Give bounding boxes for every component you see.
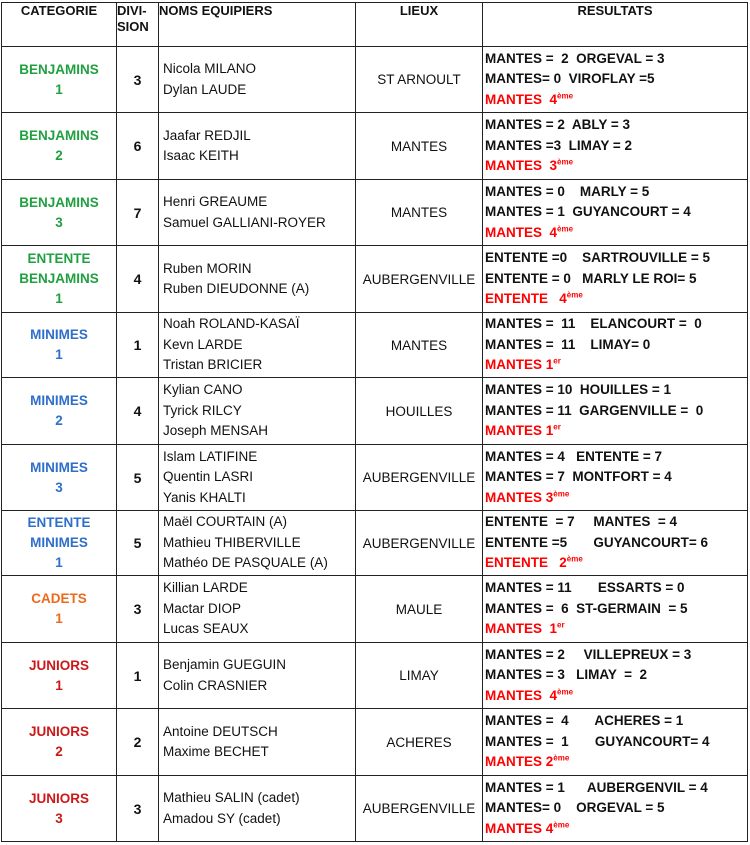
category-line: 1 [55,555,63,570]
placement-text: MANTES 3 [485,158,558,174]
match-score: MANTES= 0 VIROFLAY =5 [485,71,655,87]
category-line: 2 [55,148,63,163]
location-cell: AUBERGENVILLE [356,776,483,842]
match-score: MANTES= 0 ORGEVAL = 5 [485,800,665,816]
category-line: JUNIORS [28,657,89,673]
division-cell: 5 [117,445,159,511]
table-row [2,180,748,246]
team-member-name: Maxime BECHET [163,744,269,759]
team-member-name: Kevn LARDE [163,336,243,352]
table-row [2,511,748,576]
category-line: BENJAMINS [19,61,99,77]
header-noms: NOMS EQUIPIERS [159,3,356,47]
header-lieux: LIEUX [356,3,483,47]
results-cell [483,47,748,113]
category-cell [2,47,117,113]
category-cell [2,709,117,776]
placement-text: ENTENTE 4 [485,291,567,307]
category-cell [2,246,117,313]
match-score: MANTES = 2 ABLY = 3 [485,117,631,133]
names-cell [159,776,356,842]
team-member-name: Antoine DEUTSCH [163,723,278,739]
division-cell: 3 [117,776,159,842]
team-member-name: Mathieu SALIN (cadet) [163,790,300,805]
results-cell [483,313,748,378]
category-line: 1 [55,81,63,97]
team-member-name: Islam LATIFINE [163,448,258,464]
placement-text: MANTES 4 [485,687,558,703]
category-line: MINIMES [30,393,88,408]
final-placement [485,619,747,640]
team-member-name: Yanis KHALTI [163,489,246,505]
location-cell: AUBERGENVILLE [356,511,483,576]
location-cell: ACHERES [356,709,483,776]
category-cell [2,643,117,709]
team-member-name: Ruben MORIN [163,260,252,276]
placement-text: MANTES 4 [485,224,558,240]
category-line: 1 [55,291,63,306]
team-member-name: Jaafar REDJIL [163,127,251,143]
match-score: ENTENTE =5 GUYANCOURT= 6 [485,534,709,550]
results-cell [483,445,748,511]
match-score: ENTENTE = 7 MANTES = 4 [485,514,678,530]
match-score: MANTES = 4 ENTENTE = 7 [485,448,663,464]
match-score: MANTES = 11 LIMAY= 0 [485,336,651,352]
names-cell [159,511,356,576]
names-cell [159,709,356,776]
category-line: CADETS [31,591,87,606]
placement-suffix: ème [557,687,574,697]
team-member-name: Dylan LAUDE [163,81,247,97]
team-member-name: Mathéo DE PASQUALE (A) [163,555,328,571]
placement-suffix: er [553,356,561,366]
placement-text: MANTES 1 [485,357,554,373]
final-placement [485,289,747,310]
names-cell [159,47,356,113]
match-score: MANTES = 4 ACHERES = 1 [485,713,684,729]
results-cell [483,180,748,246]
table-row [2,246,748,313]
location-cell: AUBERGENVILLE [356,445,483,511]
team-member-name: Tyrick RILCY [163,402,242,418]
placement-suffix: ème [566,290,583,300]
placement-text: MANTES 4 [485,91,558,107]
placement-text: MANTES 3 [485,489,554,505]
location-cell: AUBERGENVILLE [356,246,483,313]
results-cell [483,776,748,842]
final-placement [485,421,747,442]
division-cell: 5 [117,511,159,576]
division-cell: 3 [117,576,159,643]
team-member-name: Mactar DIOP [163,600,242,616]
table-row [2,445,748,511]
team-member-name: Nicola MILANO [163,61,257,76]
division-cell: 1 [117,643,159,709]
header-categorie: CATEGORIE [2,3,117,47]
placement-suffix: ème [553,753,570,763]
location-cell: MANTES [356,313,483,378]
division-cell: 7 [117,180,159,246]
category-line: 1 [55,347,63,362]
results-cell [483,511,748,576]
final-placement [485,355,747,376]
final-placement [485,686,747,707]
results-table [1,2,748,842]
match-score: MANTES = 7 MONTFORT = 4 [485,469,672,485]
team-member-name: Samuel GALLIANI-ROYER [163,214,326,230]
table-row [2,113,748,180]
names-cell [159,643,356,709]
names-cell [159,576,356,643]
team-member-name: Isaac KEITH [163,148,239,163]
final-placement [485,156,747,177]
placement-text: MANTES 4 [485,820,554,836]
match-score: MANTES = 2 ORGEVAL = 3 [485,50,665,66]
category-line: BENJAMINS [19,128,99,143]
header-resultats: RESULTATS [483,3,748,47]
table-row [2,709,748,776]
placement-text: MANTES 2 [485,754,554,770]
table-row [2,378,748,445]
results-cell [483,709,748,776]
team-member-name: Ruben DIEUDONNE (A) [163,281,310,296]
final-placement [485,553,747,574]
placement-suffix: ème [566,554,583,564]
category-line: 3 [55,810,63,826]
category-line: BENJAMINS [19,271,99,286]
match-score: MANTES = 3 LIMAY = 2 [485,667,648,683]
match-score: MANTES = 1 GUYANCOURT= 4 [485,733,710,749]
placement-suffix: er [557,620,565,630]
category-line: 2 [55,413,63,428]
category-line: 2 [55,744,63,759]
team-member-name: Kylian CANO [163,382,243,398]
names-cell [159,113,356,180]
team-member-name: Mathieu THIBERVILLE [163,534,301,550]
category-cell [2,576,117,643]
match-score: MANTES = 6 ST-GERMAIN = 5 [485,600,688,616]
division-cell: 6 [117,113,159,180]
division-cell: 4 [117,378,159,445]
category-line: ENTENTE [27,515,91,530]
team-member-name: Joseph MENSAH [163,423,269,439]
category-cell [2,378,117,445]
category-line: 3 [55,214,63,230]
results-cell [483,113,748,180]
names-cell [159,378,356,445]
placement-text: MANTES 1 [485,423,554,439]
team-member-name: Tristan BRICIER [163,357,263,373]
category-cell [2,776,117,842]
results-cell [483,576,748,643]
location-cell: HOUILLES [356,378,483,445]
final-placement [485,819,747,840]
location-cell: ST ARNOULT [356,47,483,113]
category-cell [2,445,117,511]
match-score: MANTES = 11 GARGENVILLE = 0 [485,402,704,418]
placement-suffix: ème [553,820,570,830]
match-score: MANTES = 11 ESSARTS = 0 [485,580,685,596]
header-division-text: DIVI-SION [117,3,149,34]
category-cell [2,180,117,246]
team-member-name: Quentin LASRI [163,469,254,485]
placement-suffix: er [553,422,561,432]
category-line: BENJAMINS [19,194,99,210]
team-member-name: Benjamin GUEGUIN [163,657,287,672]
division-cell: 2 [117,709,159,776]
team-member-name: Lucas SEAUX [163,621,249,637]
final-placement [485,223,747,244]
header-division [117,3,159,47]
names-cell [159,180,356,246]
match-score: MANTES = 1 GUYANCOURT = 4 [485,204,691,220]
table-row [2,643,748,709]
table-row [2,47,748,113]
team-member-name: Killian LARDE [163,580,248,596]
names-cell [159,246,356,313]
table-row [2,313,748,378]
header-row [2,3,748,47]
category-cell [2,113,117,180]
category-line: MINIMES [30,459,88,475]
division-cell: 4 [117,246,159,313]
category-line: MINIMES [30,535,88,550]
match-score: MANTES = 11 ELANCOURT = 0 [485,316,702,332]
location-cell: MANTES [356,180,483,246]
match-score: MANTES = 0 MARLY = 5 [485,183,650,199]
final-placement [485,752,747,773]
category-cell [2,511,117,576]
placement-suffix: ème [553,489,570,499]
match-score: MANTES = 2 VILLEPREUX = 3 [485,646,692,662]
placement-suffix: ème [557,157,574,167]
category-line: 1 [55,611,63,626]
division-cell: 3 [117,47,159,113]
table-row [2,576,748,643]
names-cell [159,313,356,378]
match-score: MANTES = 10 HOUILLES = 1 [485,382,672,398]
match-score: ENTENTE = 0 MARLY LE ROI= 5 [485,270,697,286]
match-score: MANTES =3 LIMAY = 2 [485,137,633,153]
category-line: MINIMES [30,327,88,342]
division-cell: 1 [117,313,159,378]
results-cell [483,378,748,445]
names-cell [159,445,356,511]
team-member-name: Amadou SY (cadet) [163,810,281,826]
team-member-name: Maël COURTAIN (A) [163,514,288,530]
category-line: 3 [55,479,63,495]
location-cell: MAULE [356,576,483,643]
category-line: 1 [55,677,63,693]
category-cell [2,313,117,378]
final-placement [485,90,747,111]
placement-text: MANTES 1 [485,621,558,637]
category-line: JUNIORS [28,790,89,806]
team-member-name: Noah ROLAND-KASAÏ [163,316,300,332]
team-member-name: Henri GREAUME [163,194,268,209]
results-cell [483,643,748,709]
location-cell: LIMAY [356,643,483,709]
location-cell: MANTES [356,113,483,180]
placement-suffix: ème [557,91,574,101]
match-score: MANTES = 1 AUBERGENVIL = 4 [485,779,708,795]
team-member-name: Colin CRASNIER [163,677,268,693]
match-score: ENTENTE =0 SARTROUVILLE = 5 [485,250,711,266]
final-placement [485,488,747,509]
results-body [2,47,748,842]
placement-suffix: ème [557,224,574,234]
results-cell [483,246,748,313]
category-line: ENTENTE [27,251,91,266]
category-line: JUNIORS [28,724,89,739]
table-row [2,776,748,842]
placement-text: ENTENTE 2 [485,555,567,571]
